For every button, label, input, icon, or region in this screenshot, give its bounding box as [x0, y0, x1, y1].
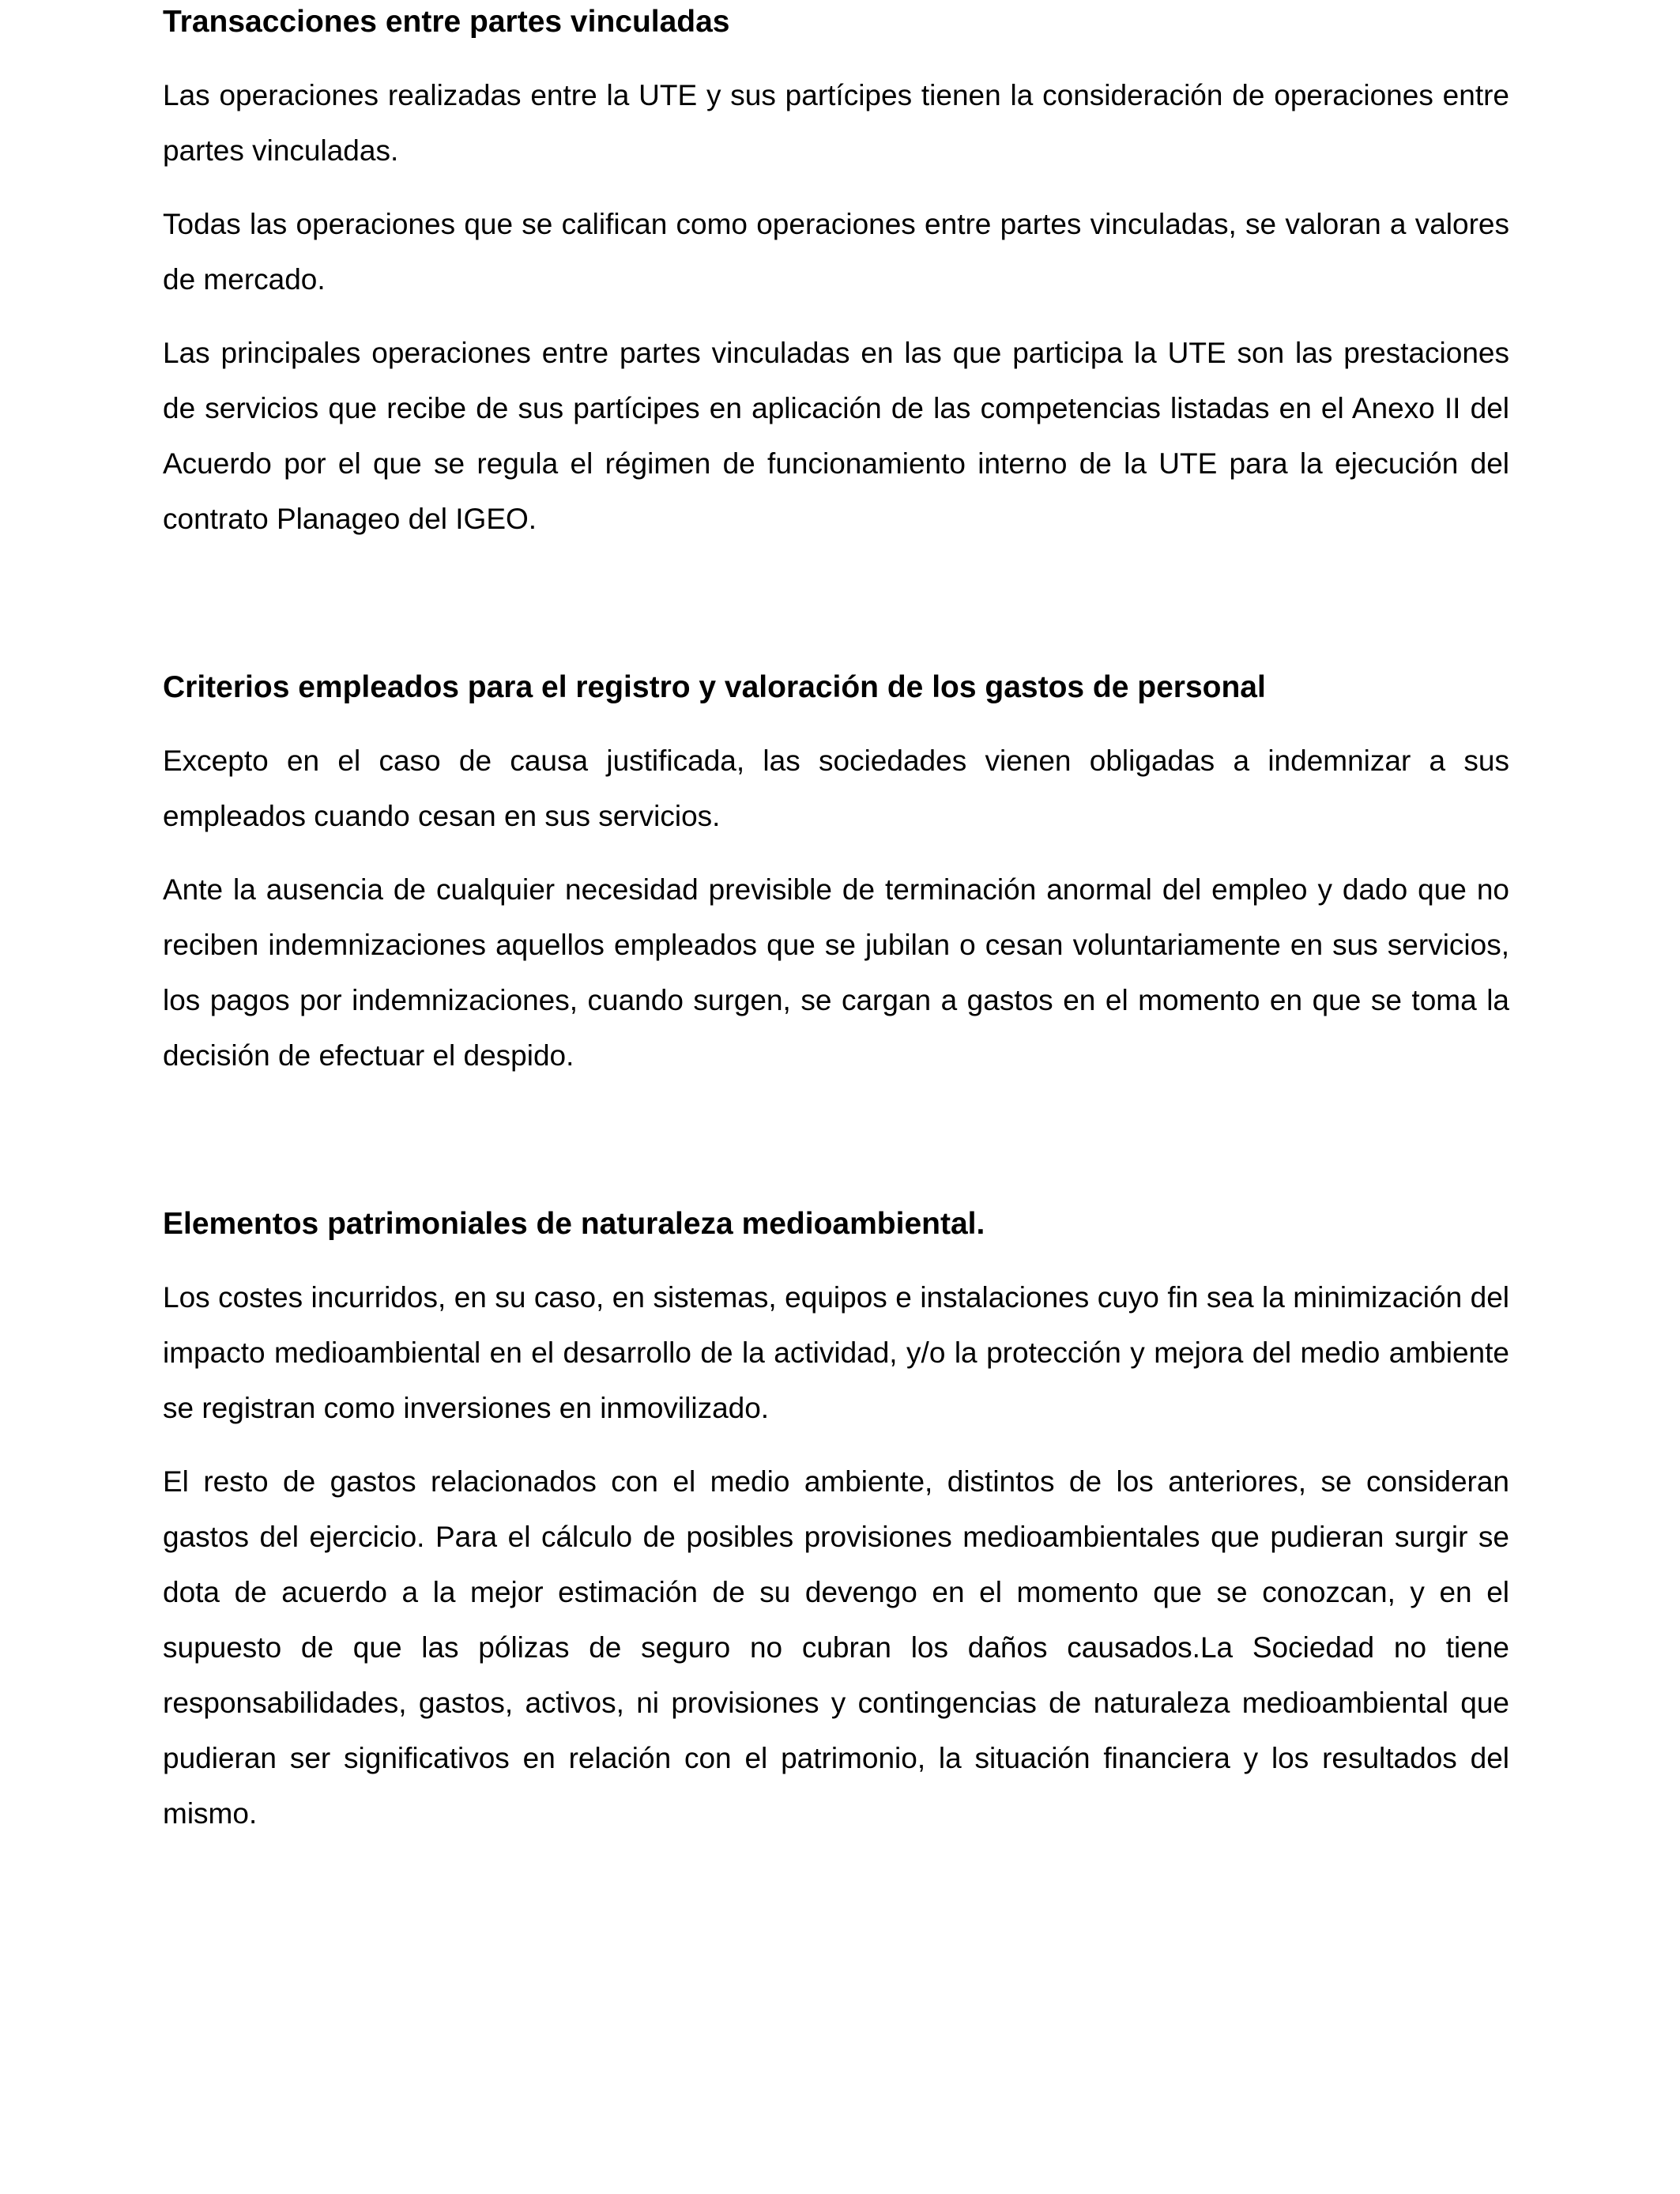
paragraph: Ante la ausencia de cualquier necesidad previsible de terminación anormal del empleo y dado que no reciben indemnizaciones aquellos empleados que se jubilan o cesan voluntariamente en sus servicios, los pagos por indemnizaciones, cuando surgen, se cargan a gastos en el momento en que se toma la decisión de efectuar el despido. [163, 873, 1509, 1072]
paragraph: Todas las operaciones que se califican como operaciones entre partes vinculadas, se valoran a valores de mercado. [163, 208, 1509, 296]
paragraph: El resto de gastos relacionados con el medio ambiente, distintos de los anteriores, se consideran gastos del ejercicio. Para el cálculo de posibles provisiones medioambientales que pudieran surgir se dota de acuerdo a la mejor estimación de su devengo en el momento que se conozcan, y en el supuesto de que las pólizas de seguro no cubran los daños causados.La Sociedad no tiene responsabilidades, gastos, activos, ni provisiones y contingencias de naturaleza medioambiental que pudieran ser significativos en relación con el patrimonio, la situación financiera y los resultados del mismo. [163, 1465, 1509, 1830]
paragraph: Las operaciones realizadas entre la UTE y sus partícipes tienen la consideración de operaciones entre partes vinculadas. [163, 79, 1509, 167]
paragraph: Las principales operaciones entre partes vinculadas en las que participa la UTE son las prestaciones de servicios que recibe de sus partícipes en aplicación de las competencias listadas en el Anexo II del Acuerdo por el que se regula el régimen de funcionamiento interno de la UTE para la ejecución del contrato Planageo del IGEO. [163, 337, 1509, 535]
document-page [163, 0, 1509, 1842]
section-heading-related-party-transactions: Transacciones entre partes vinculadas [163, 5, 730, 39]
section-heading-environmental-elements: Elementos patrimoniales de naturaleza medioambiental. [163, 1207, 985, 1241]
paragraph: Excepto en el caso de causa justificada, las sociedades vienen obligadas a indemnizar a sus empleados cuando cesan en sus servicios. [163, 745, 1509, 832]
paragraph: Los costes incurridos, en su caso, en sistemas, equipos e instalaciones cuyo fin sea la minimización del impacto medioambiental en el desarrollo de la actividad, y/o la protección y mejora del medio ambiente se registran como inversiones en inmovilizado. [163, 1281, 1509, 1424]
section-heading-personnel-expenses: Criterios empleados para el registro y valoración de los gastos de personal [163, 670, 1266, 704]
